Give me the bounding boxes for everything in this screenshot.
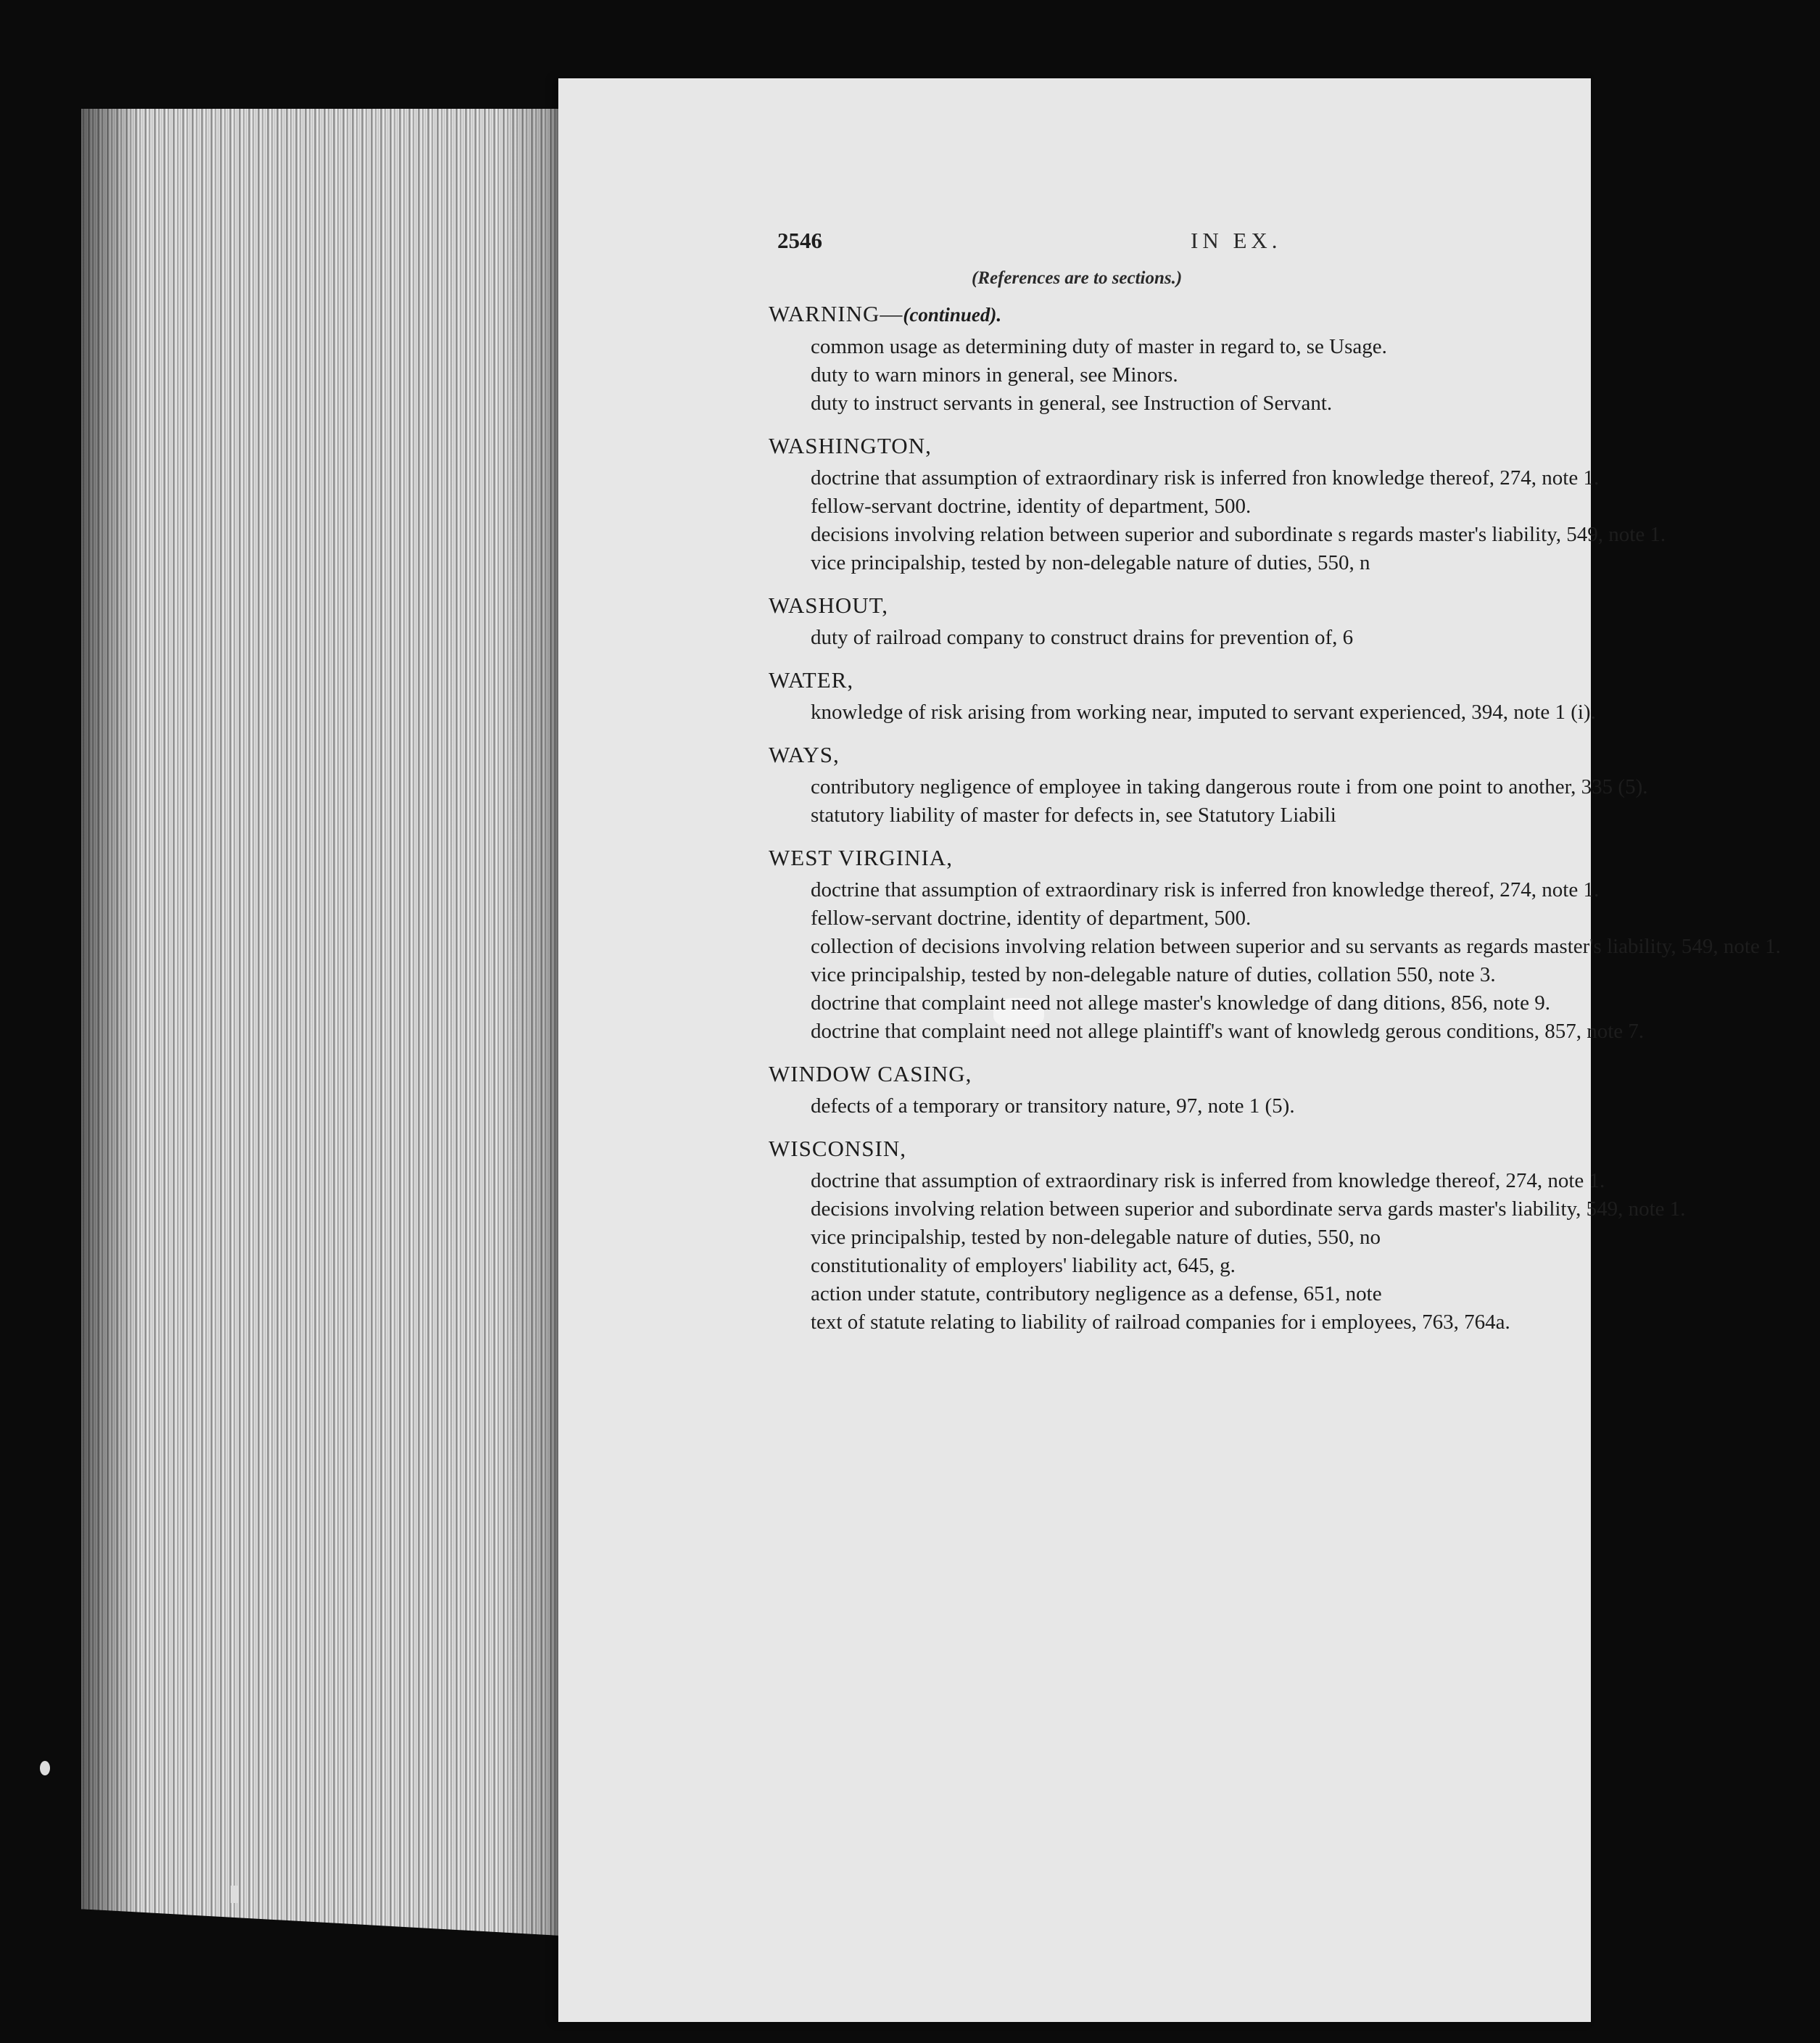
book-page-edges (81, 109, 574, 1936)
film-speck (231, 1886, 238, 1903)
page-header (558, 228, 1591, 257)
index-subentry: constitutionality of employers' liability act, 645, g. (811, 1254, 1236, 1277)
index-heading-text: WASHINGTON, (769, 433, 932, 458)
index-subentry: vice principalship, tested by non-delegable nature of duties, 550, no (811, 1226, 1381, 1249)
film-speck (40, 1761, 50, 1775)
index-subentry: defects of a temporary or transitory nature, 97, note 1 (5). (811, 1094, 1295, 1118)
index-heading (769, 665, 1779, 696)
index-heading (769, 431, 1779, 461)
index-subentry: duty of railroad company to construct drains for prevention of, 6 (811, 626, 1354, 649)
index-entry (769, 843, 1779, 1046)
index-entry (769, 431, 1779, 577)
index-subentry: statutory liability of master for defects in, see Statutory Liabili (811, 804, 1336, 827)
index-subentry: doctrine that assumption of extraordinary risk is inferred fron knowledge thereof, 274, note 1. (811, 466, 1600, 490)
index-heading-continued: (continued). (903, 304, 1002, 326)
index-entry (769, 1134, 1779, 1337)
index-subentry: fellow-servant doctrine, identity of department, 500. (811, 495, 1252, 518)
index-heading (769, 1059, 1779, 1089)
index-subentry: duty to instruct servants in general, see Instruction of Servant. (811, 392, 1333, 415)
index-subentry: doctrine that assumption of extraordinary risk is inferred from knowledge thereof, 274, note 1. (811, 1169, 1605, 1192)
index-subentry: knowledge of risk arising from working near, imputed to servant experienced, 394, note 1 (i). (811, 701, 1596, 724)
index-subentry: decisions involving relation between superior and subordinate serva gards master's liability, 549, note 1. (811, 1197, 1686, 1221)
index-subentry: fellow-servant doctrine, identity of department, 500. (811, 907, 1252, 930)
index-entry (769, 590, 1779, 652)
index-subentry: doctrine that assumption of extraordinary risk is inferred fron knowledge thereof, 274, note 1. (811, 878, 1600, 901)
index-heading-text: WAYS, (769, 742, 840, 767)
index-entry (769, 299, 1779, 418)
index-page (558, 78, 1781, 2022)
index-heading (769, 299, 1779, 330)
index-subentry: doctrine that complaint need not allege master's knowledge of dang ditions, 856, note 9. (811, 991, 1550, 1015)
index-heading (769, 843, 1779, 873)
index-heading-text: WISCONSIN, (769, 1136, 906, 1161)
index-subentry: contributory negligence of employee in taking dangerous route i from one point to another, 335 (5). (811, 775, 1648, 798)
index-heading (769, 1134, 1779, 1164)
index-subentry: collection of decisions involving relation between superior and su servants as regards master's liability, 549, note 1. (811, 935, 1781, 958)
index-heading-text: WINDOW CASING, (769, 1061, 972, 1086)
index-entry (769, 1059, 1779, 1120)
index-subentry: decisions involving relation between superior and subordinate s regards master's liability, 549, note 1. (811, 523, 1666, 546)
index-heading-text: WEST VIRGINIA, (769, 845, 953, 870)
index-subentry: text of statute relating to liability of railroad companies for i employees, 763, 764a. (811, 1311, 1510, 1334)
index-subentry: doctrine that complaint need not allege plaintiff's want of knowledg gerous conditions, 857, note 7. (811, 1020, 1645, 1043)
index-entries (769, 299, 1779, 1350)
index-heading-text: WARNING— (769, 301, 903, 326)
index-subentry: vice principalship, tested by non-delegable nature of duties, collation 550, note 3. (811, 963, 1496, 986)
index-subentry: duty to warn minors in general, see Minors. (811, 363, 1178, 387)
running-title: IN EX. (1191, 228, 1282, 253)
reference-note: (References are to sections.) (972, 268, 1183, 288)
page-number: 2546 (777, 228, 822, 253)
index-subentry: vice principalship, tested by non-delegable nature of duties, 550, n (811, 551, 1370, 574)
index-heading-text: WASHOUT, (769, 593, 888, 618)
index-entry (769, 665, 1779, 727)
index-heading (769, 590, 1779, 621)
index-subentry: common usage as determining duty of master in regard to, se Usage. (811, 335, 1387, 358)
index-subentry: action under statute, contributory negligence as a defense, 651, note (811, 1282, 1382, 1305)
index-heading-text: WATER, (769, 667, 854, 693)
index-heading (769, 740, 1779, 770)
index-entry (769, 740, 1779, 830)
